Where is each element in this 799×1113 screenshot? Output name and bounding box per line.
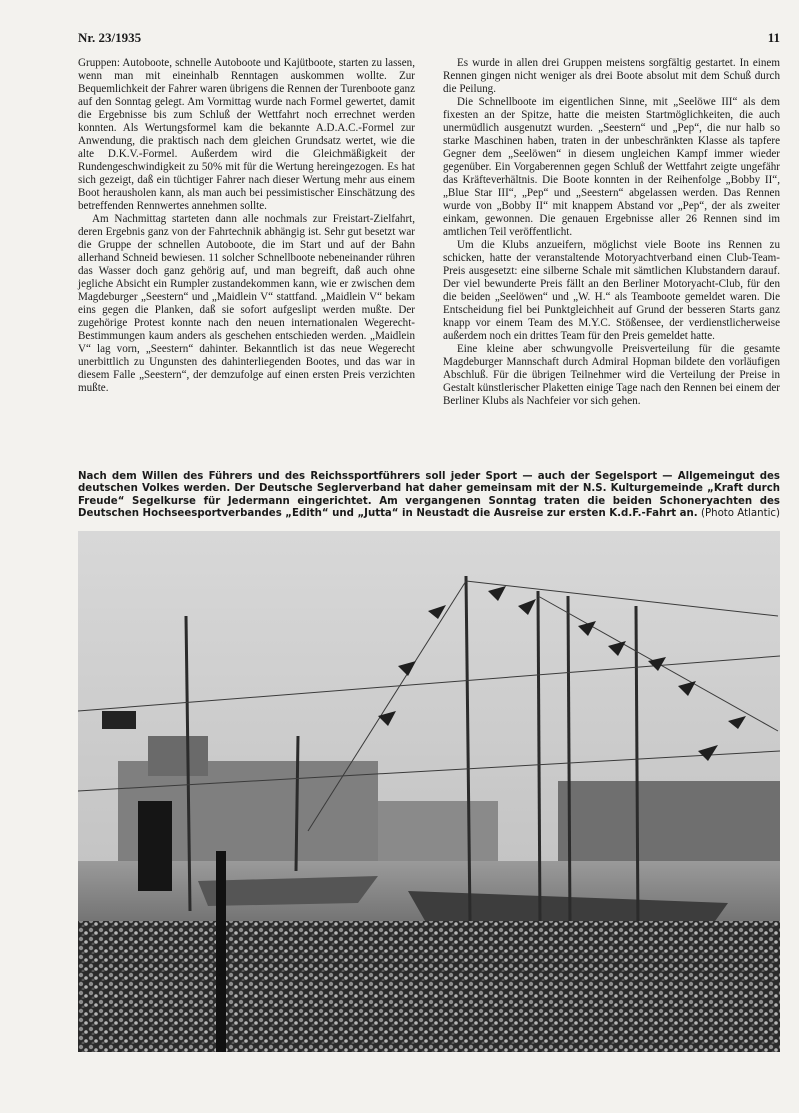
right-column <box>443 57 780 408</box>
paragraph: Es wurde in allen drei Gruppen meistens sorgfältig gestartet. In einem Rennen gingen nicht weniger als drei Boote absolut mit dem Schuß durch die Peilung. <box>443 57 780 95</box>
harbor-photo-icon <box>78 531 780 1052</box>
left-column <box>78 57 415 395</box>
paragraph: Die Schnellboote im eigentlichen Sinne, mit „Seelöwe III“ als dem fixesten an der Spitze, hatte die meisten Startmöglichkeiten, die auch unermüdlich ausgenutzt wurden. „Seestern“ und „Pep“, die nur halb so starke Maschinen haben, traten in der unbeschränkten Klasse als tapfere Gegner dem „Seelöwen“ in diesem ungleichen Kampf immer wieder gegenüber. Ein Vorgaberennen gegen Schluß der Wettfahrt zeigte ungefähr das Kräfteverhältnis. Die Boote konnten in der Reihenfolge „Bobby II“, „Blue Star III“, „Pep“ und „Seestern“ abgelassen werden. Das Rennen wurde von „Bobby II“ mit knappem Abstand vor „Pep“, der als zweiter einkam, gewonnen. Die genauen Ergebnisse aller 26 Rennen sind im amtlichen Teil veröffentlicht. <box>443 96 780 238</box>
paragraph: Um die Klubs anzueifern, möglichst viele Boote ins Rennen zu schicken, hatte der veranstaltende Motoryachtverband einen Club-Team-Preis ausgesetzt: eine silberne Schale mit sämtlichen Klubstandern darauf. Der viel bewunderte Preis fällt an den Berliner Motoryacht-Club, für den die beiden „Seelöwen“ und „W. H.“ als Teamboote gemeldet waren. Die Entscheidung fiel bei Punktgleichheit auf Grund der besseren Starts ganz knapp vor einem Team des M.Y.C. Stößensee, der verdienstlicherweise außerdem noch ein drittes Team für den Preis gemeldet hatte. <box>443 239 780 342</box>
page-number: 11 <box>767 30 780 45</box>
paragraph: Gruppen: Autoboote, schnelle Autoboote und Kajütboote, starten zu lassen, wenn man mit eineinhalb Renntagen auskommen wollte. Zur Bequemlichkeit der Fahrer waren übrigens die Rennen der Turenboote ganz auf den Sonntag gelegt. Am Vormittag wurde nach Formel gewertet, damit die Ergebnisse bis zum Schluß der Wettfahrt noch errechnet werden konnten. Als Wertungsformel kam die bekannte A.D.A.C.-Formel zur Anwendung, die praktisch nach dem gleichen Grundsatz wertet, wie die alte D.K.V.-Formel. Außerdem wird die Gleichmäßigkeit der Rundengeschwindigkeit zu 50% mit für die Wertung hereingezogen. Es hat sich gezeigt, daß ein tüchtiger Fahrer nach dieser Wertung mehr aus einem Boot herausholen kann, als man auch bei pessimistischer Einschätzung des betreffenden Rennwertes annehmen sollte. <box>78 57 415 212</box>
paragraph: Am Nachmittag starteten dann alle nochmals zur Freistart-Zielfahrt, deren Ergebnis ganz von der Fahrtechnik abhängig ist. Sehr gut besetzt war die Gruppe der schnellen Autoboote, die im Start und auf der Bahn allerhand Schneid bewiesen. 11 solcher Schnellboote nebeneinander rühren das Wasser doch ganz gehörig auf, und man begreift, daß auch ohne jegliche Absicht ein Rumpler zustandekommen kann, wie er zwischen dem Magdeburger „Seestern“ und „Maidlein V“ stattfand. „Maidlein V“ bekam eins gegen die Planken, daß sie sofort aufgeslipt werden mußte. Der zugehörige Protest konnte nach den neuen internationalen Wegerecht-Bestimmungen kaum anders als geschehen entschieden werden. „Maidlein V“ lag vorn, „Seestern“ dahinter. Bekanntlich ist das neue Wegerecht unerbittlich zu Ungunsten des dahinterliegenden Bootes, und das war in diesem Falle „Seestern“, der demzufolge auf einen ersten Preis verzichten mußte. <box>78 213 415 394</box>
harbor-photo <box>78 531 780 1052</box>
paragraph: Eine kleine aber schwungvolle Preisverteilung für die gesamte Magdeburger Mannschaft durch Admiral Hopman bildete den vorläufigen Abschluß. Für die übrigen Teilnehmer wird die Verteilung der Preise in Gestalt künstlerischer Plaketten einige Tage nach den Rennen bei einem der Berliner Klubs als Nachfeier vor sich gehen. <box>443 343 780 407</box>
photo-caption <box>78 471 780 521</box>
photo-credit: (Photo Atlantic) <box>701 508 780 520</box>
page-header <box>78 30 780 46</box>
issue-number: Nr. 23/1935 <box>78 30 142 45</box>
caption-text: Nach dem Willen des Führers und des Reichssportführers soll jeder Sport — auch der Segelsport — Allgemeingut des deutschen Volkes werden. Der Deutsche Seglerverband hat daher gemeinsam mit der N.S. Kulturgemeinde „Kraft durch Freude“ Segelkurse für Jedermann eingerichtet. Am vergangenen Sonntag traten die beiden Schoneryachten des Deutschen Hochseesportverbandes „Edith“ und „Jutta“ in Neustadt die Ausreise zur ersten K.d.F.-Fahrt an. <box>78 471 780 520</box>
